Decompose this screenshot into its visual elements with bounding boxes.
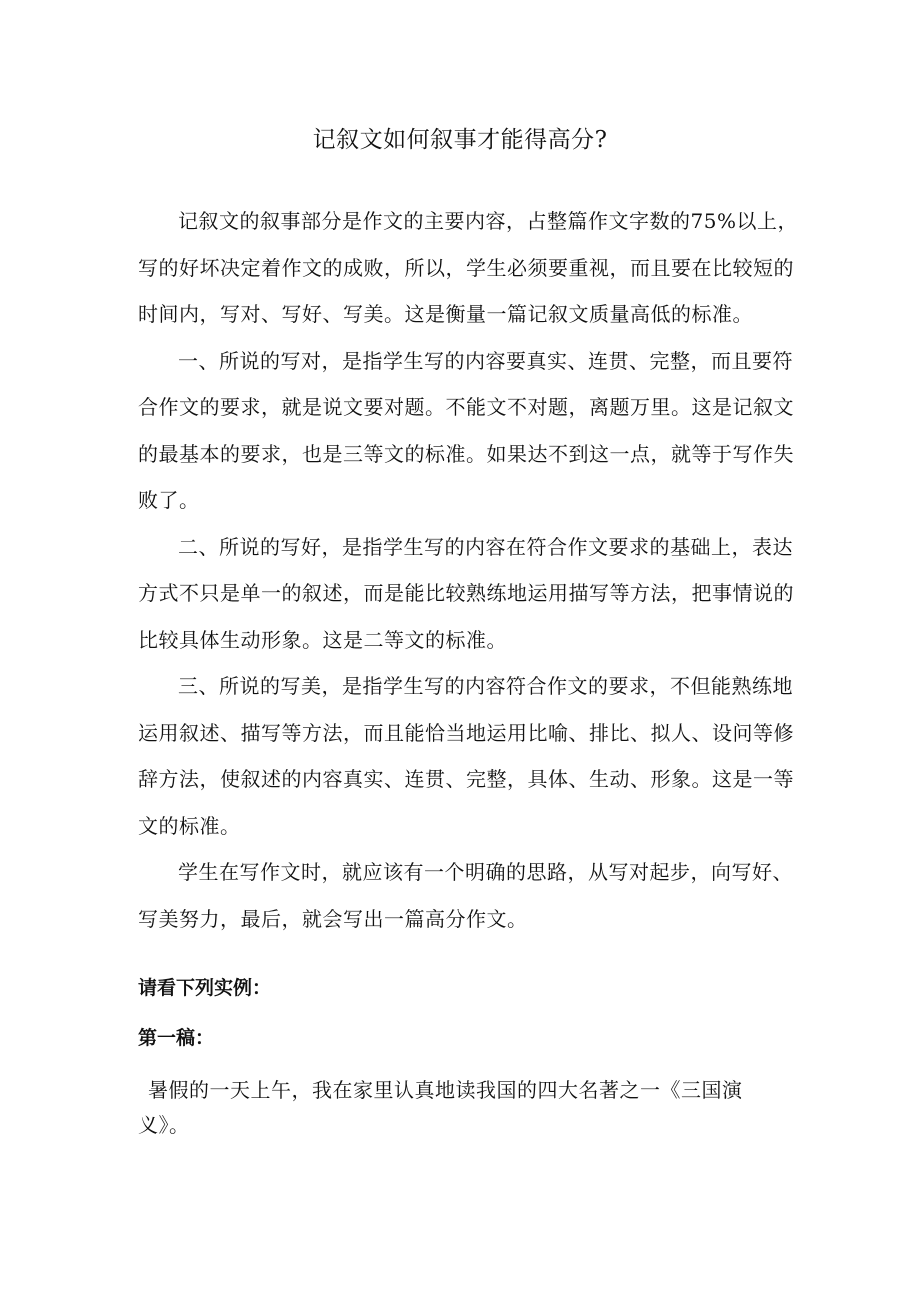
paragraph-write-beautiful: 三、所说的写美，是指学生写的内容符合作文的要求，不但能熟练地运用叙述、描写等方法，而且能恰当地运用比喻、排比、拟人、设问等修辞方法，使叙述的内容真实、连贯、完整，具体、生动、形象。这是一等文的标准。 [138,674,794,838]
document-title: 记叙文如何叙事才能得高分? [312,127,608,153]
draft-text: 暑假的一天上午，我在家里认真地读我国的四大名著之一《三国演义》。 [138,1078,743,1137]
paragraph-write-well: 二、所说的写好，是指学生写的内容在符合作文要求的基础上，表达方式不只是单一的叙述，而是能比较熟练地运用描写等方法，把事情说的比较具体生动形象。这是二等文的标准。 [138,534,794,652]
examples-heading: 请看下列实例： [138,977,272,999]
draft-heading: 第一稿： [138,1027,215,1049]
body-text [138,198,798,942]
paragraph-conclusion: 学生在写作文时，就应该有一个明确的思路，从写对起步，向写好、写美努力，最后，就会写出一篇高分作文。 [138,860,793,931]
paragraph-write-correct: 一、所说的写对，是指学生写的内容要真实、连贯、完整，而且要符合作文的要求，就是说文要对题。不能文不对题，离题万里。这是记叙文的最基本的要求，也是三等文的标准。如果达不到这一点，就等于写作失败了。 [138,348,794,512]
paragraph-intro: 记叙文的叙事部分是作文的主要内容，占整篇作文字数的75%以上，写的好坏决定着作文的成败，所以，学生必须要重视，而且要在比较短的时间内，写对、写好、写美。这是衡量一篇记叙文质量高低的标准。 [138,209,798,326]
